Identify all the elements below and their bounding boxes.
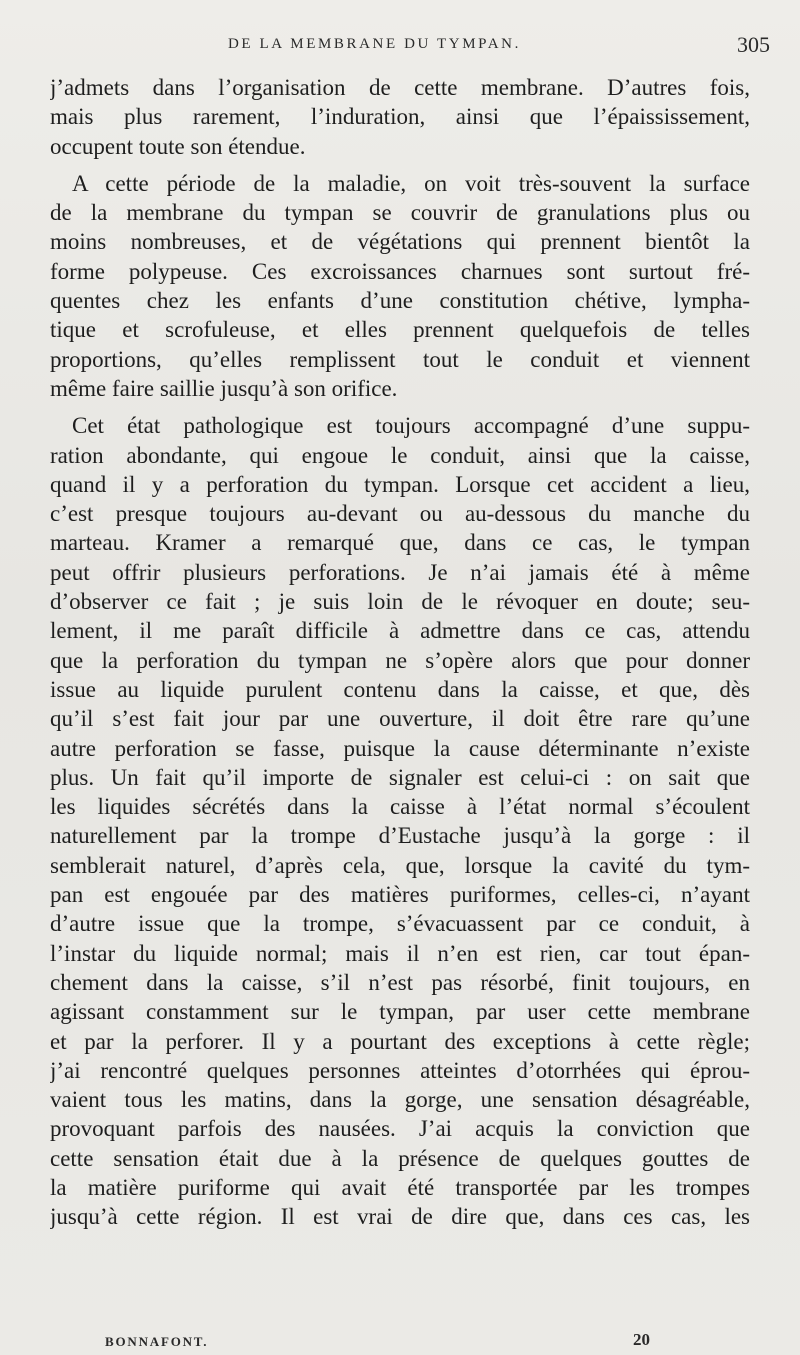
paragraph bbox=[50, 411, 750, 1231]
text-line: marteau. Kramer a remarqué que, dans ce cas, le tympan bbox=[50, 530, 750, 556]
text-line: les liquides sécrétés dans la caisse à l’état normal s’écoulent bbox=[50, 794, 750, 820]
text-line: naturellement par la trompe d’Eustache jusqu’à la gorge : il bbox=[50, 823, 750, 849]
text-line: ration abondante, qui engoue le conduit, ainsi que la caisse, bbox=[50, 442, 750, 468]
text-line: issue au liquide purulent contenu dans la caisse, et que, dès bbox=[50, 676, 750, 702]
text-line: provoquant parfois des nausées. J’ai acquis la conviction que bbox=[50, 1116, 750, 1142]
text-line: moins nombreuses, et de végétations qui prennent bientôt la bbox=[50, 229, 750, 255]
text-line: proportions, qu’elles remplissent tout le conduit et viennent bbox=[50, 346, 750, 372]
text-line: occupent toute son étendue. bbox=[50, 133, 306, 159]
footer-author: BONNAFONT. bbox=[105, 1334, 209, 1349]
text-line: cette sensation était due à la présence de quelques gouttes de bbox=[50, 1145, 750, 1171]
text-line: quand il y a perforation du tympan. Lorsque cet accident a lieu, bbox=[50, 471, 750, 497]
text-line: semblerait naturel, d’après cela, que, lorsque la cavité du tym- bbox=[50, 852, 750, 878]
text-line: Cet état pathologique est toujours accompagné d’une suppu- bbox=[72, 413, 750, 439]
text-line: A cette période de la maladie, on voit très-souvent la surface bbox=[72, 170, 750, 196]
text-line: que la perforation du tympan ne s’opère alors que pour donner bbox=[50, 647, 750, 673]
body-text bbox=[50, 73, 750, 1232]
text-line: peut offrir plusieurs perforations. Je n’ai jamais été à même bbox=[50, 559, 750, 585]
running-head bbox=[0, 32, 800, 58]
text-line: j’ai rencontré quelques personnes atteintes d’otorrhées qui éprou- bbox=[50, 1057, 750, 1083]
text-line: chement dans la caisse, s’il n’est pas résorbé, finit toujours, en bbox=[50, 969, 750, 995]
text-line: jusqu’à cette région. Il est vrai de dire que, dans ces cas, les bbox=[50, 1204, 750, 1230]
text-line: c’est presque toujours au-devant ou au-dessous du manche du bbox=[50, 501, 750, 527]
text-line: quentes chez les enfants d’une constitution chétive, lympha- bbox=[50, 288, 750, 314]
text-line: pan est engouée par des matières puriformes, celles-ci, n’ayant bbox=[50, 882, 750, 908]
text-line: plus. Un fait qu’il importe de signaler est celui-ci : on sait que bbox=[50, 764, 750, 790]
text-line: tique et scrofuleuse, et elles prennent quelquefois de telles bbox=[50, 317, 750, 343]
text-line: agissant constamment sur le tympan, par user cette membrane bbox=[50, 999, 750, 1025]
page-number: 305 bbox=[737, 32, 770, 57]
text-line: forme polypeuse. Ces excroissances charnues sont surtout fré- bbox=[50, 258, 750, 284]
text-line: vaient tous les matins, dans la gorge, une sensation désagréable, bbox=[50, 1087, 750, 1113]
text-line: et par la perforer. Il y a pourtant des exceptions à cette règle; bbox=[50, 1028, 750, 1054]
running-title: DE LA MEMBRANE DU TYMPAN. bbox=[228, 36, 521, 52]
text-line: d’observer ce fait ; je suis loin de le révoquer en doute; seu- bbox=[50, 589, 750, 615]
text-line: autre perforation se fasse, puisque la cause déterminante n’existe bbox=[50, 735, 750, 761]
paragraph bbox=[50, 169, 750, 403]
paragraph bbox=[50, 73, 750, 161]
text-line: de la membrane du tympan se couvrir de granulations plus ou bbox=[50, 200, 750, 226]
footer-signature: 20 bbox=[633, 1330, 650, 1349]
text-line: la matière puriforme qui avait été transportée par les trompes bbox=[50, 1174, 750, 1200]
text-line: j’admets dans l’organisation de cette membrane. D’autres fois, bbox=[50, 75, 750, 100]
text-line: même faire saillie jusqu’à son orifice. bbox=[50, 375, 398, 401]
text-line: lement, il me paraît difficile à admettre dans ce cas, attendu bbox=[50, 618, 750, 644]
text-line: d’autre issue que la trompe, s’évacuassent par ce conduit, à bbox=[50, 911, 750, 937]
text-line: qu’il s’est fait jour par une ouverture, il doit être rare qu’une bbox=[50, 706, 750, 732]
text-line: l’instar du liquide normal; mais il n’en est rien, car tout épan- bbox=[50, 940, 750, 966]
text-line: mais plus rarement, l’induration, ainsi que l’épaississement, bbox=[50, 104, 750, 130]
